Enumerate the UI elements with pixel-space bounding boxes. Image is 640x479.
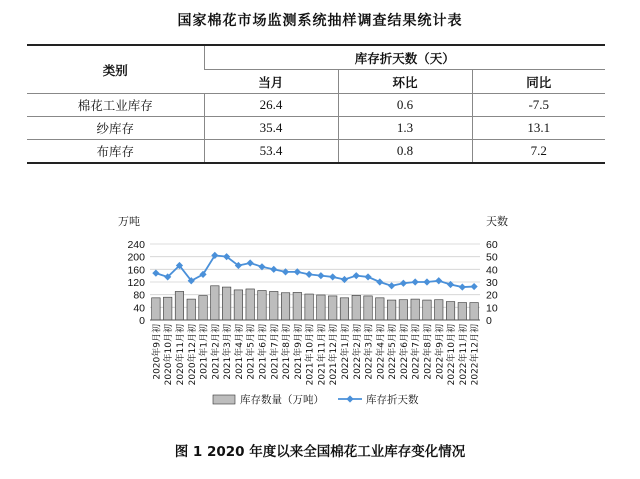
- left-tick-label: 200: [127, 251, 145, 264]
- category-label: 2021年10月初: [305, 324, 316, 386]
- right-tick-label: 60: [486, 239, 498, 251]
- category-label: 2021年4月初: [234, 324, 245, 380]
- category-label: 2022年5月初: [388, 324, 399, 380]
- bar: [352, 295, 360, 320]
- left-tick-label: 240: [127, 239, 145, 251]
- line-point: [423, 278, 430, 285]
- cell-current: 35.4: [204, 117, 338, 140]
- bar: [305, 294, 313, 320]
- line-series: [152, 252, 477, 291]
- cell-yoy: 7.2: [472, 140, 605, 164]
- bar: [399, 300, 407, 320]
- category-label: 2020年11月初: [175, 324, 186, 386]
- category-label: 2021年5月初: [246, 324, 257, 380]
- left-tick-label: 80: [133, 289, 145, 302]
- category-label: 2021年12月初: [329, 324, 340, 386]
- line-point: [459, 283, 466, 290]
- left-tick-label: 120: [127, 277, 145, 289]
- figure-caption: 图 1 2020 年度以来全国棉花工业库存变化情况: [174, 444, 466, 460]
- row-category: 布库存: [27, 140, 204, 164]
- category-label: 2021年11月初: [317, 324, 328, 386]
- line-point: [435, 277, 442, 284]
- category-label: 2021年7月初: [270, 324, 281, 380]
- bar: [293, 292, 301, 320]
- table-row: [27, 94, 605, 117]
- line-point: [247, 259, 254, 266]
- category-label: 2021年3月初: [223, 324, 234, 380]
- category-label: 2021年6月初: [258, 324, 269, 380]
- legend-bar-label: 库存数量（万吨）: [240, 394, 324, 406]
- bar: [258, 291, 266, 320]
- line-point: [353, 272, 360, 279]
- bar: [328, 296, 336, 320]
- category-label: 2020年12月初: [187, 324, 198, 386]
- category-label: 2021年9月初: [293, 324, 304, 380]
- bar: [199, 296, 207, 320]
- left-tick-label: 40: [133, 302, 145, 315]
- bar: [270, 292, 278, 321]
- bar: [364, 296, 372, 320]
- line-point: [317, 272, 324, 279]
- bar: [317, 295, 325, 320]
- category-label: 2022年12月初: [470, 324, 481, 386]
- right-tick-label: 20: [486, 289, 498, 302]
- cell-mom: 0.8: [338, 140, 472, 164]
- category-label: 2022年9月初: [435, 324, 446, 380]
- category-label: 2021年8月初: [282, 324, 293, 380]
- line-point: [329, 273, 336, 280]
- line-point: [306, 271, 313, 278]
- left-axis-unit: 万吨: [118, 215, 140, 228]
- category-label: 2022年11月初: [458, 323, 469, 386]
- right-tick-label: 50: [486, 251, 498, 264]
- legend-line-marker: [346, 395, 353, 402]
- category-label: 2021年2月初: [211, 324, 222, 380]
- category-label: 2022年6月初: [399, 324, 410, 380]
- column-header-yoy: 同比: [472, 70, 605, 94]
- line-point: [388, 282, 395, 289]
- cell-yoy: -7.5: [472, 94, 605, 117]
- bar: [387, 300, 395, 320]
- row-category: 棉花工业库存: [27, 94, 204, 117]
- category-label: 2022年1月初: [340, 324, 351, 380]
- bar-series: [152, 286, 479, 320]
- category-label: 2022年8月初: [423, 324, 434, 380]
- legend-bar-swatch: [213, 395, 235, 404]
- line-point: [270, 266, 277, 273]
- category-label: 2022年4月初: [376, 324, 387, 380]
- category-label: 2022年10月初: [447, 324, 458, 386]
- line-point: [400, 280, 407, 287]
- left-tick-label: 0: [139, 315, 145, 327]
- right-tick-label: 10: [486, 302, 498, 315]
- bar: [458, 303, 466, 320]
- column-header-mom: 环比: [338, 70, 472, 94]
- right-tick-label: 40: [486, 264, 498, 277]
- bar: [376, 298, 384, 320]
- right-tick-label: 0: [486, 315, 492, 327]
- column-header-current: 当月: [204, 70, 338, 94]
- row-category: 纱库存: [27, 117, 204, 140]
- bar: [222, 287, 230, 320]
- table-row: [27, 140, 605, 164]
- group-header: 库存折天数（天）: [204, 45, 605, 70]
- category-label: 2022年2月初: [352, 324, 363, 380]
- bar: [411, 299, 419, 320]
- bar: [340, 298, 348, 320]
- bar: [446, 302, 454, 320]
- bar: [187, 299, 195, 320]
- cell-current: 26.4: [204, 94, 338, 117]
- bar: [423, 300, 431, 320]
- category-label: 2022年3月初: [364, 324, 375, 380]
- bar: [281, 293, 289, 320]
- line-point: [376, 278, 383, 285]
- bar: [435, 300, 443, 320]
- table-title: 国家棉花市场监测系统抽样调查结果统计表: [177, 13, 463, 29]
- line-point: [364, 273, 371, 280]
- category-header: 类别: [27, 45, 204, 94]
- inventory-chart: [0, 190, 640, 430]
- bar: [163, 297, 171, 320]
- bar: [175, 292, 183, 321]
- left-tick-label: 160: [127, 264, 145, 277]
- line-point: [412, 278, 419, 285]
- right-axis-unit: 天数: [486, 215, 508, 228]
- bar: [470, 303, 478, 320]
- line-point: [152, 270, 159, 277]
- line-point: [471, 283, 478, 290]
- table-row: [27, 117, 605, 140]
- right-tick-label: 30: [486, 277, 498, 289]
- cell-mom: 0.6: [338, 94, 472, 117]
- bar: [152, 298, 160, 320]
- cell-yoy: 13.1: [472, 117, 605, 140]
- category-label: 2020年10月初: [164, 324, 175, 386]
- bar: [211, 286, 219, 320]
- cell-current: 53.4: [204, 140, 338, 164]
- bar: [246, 289, 254, 320]
- category-label: 2021年1月初: [199, 324, 210, 380]
- stats-table: [27, 44, 605, 164]
- cell-mom: 1.3: [338, 117, 472, 140]
- bar: [234, 290, 242, 320]
- legend-line-label: 库存折天数: [366, 394, 419, 406]
- legend: [213, 393, 419, 406]
- category-label: 2022年7月初: [411, 324, 422, 380]
- category-label: 2020年9月初: [152, 324, 163, 380]
